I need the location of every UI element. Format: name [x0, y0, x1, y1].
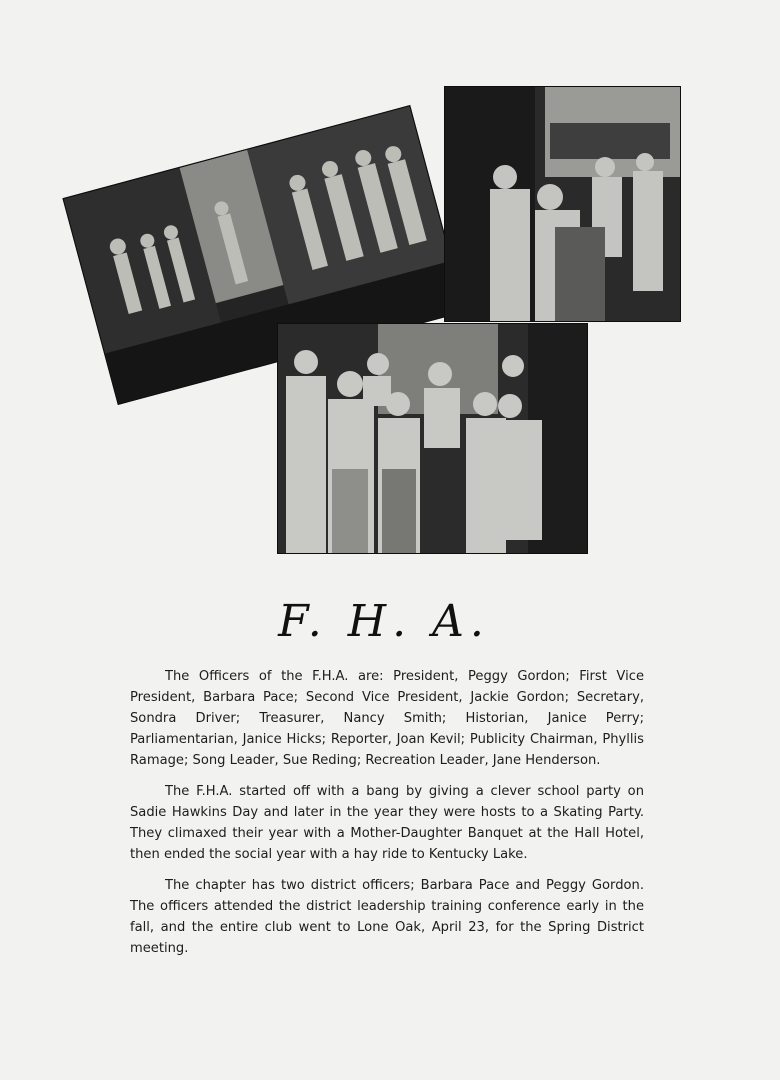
article-body — [130, 666, 644, 969]
photo-group-portrait-image — [278, 324, 587, 553]
photo-dance-couples — [444, 86, 681, 322]
photo-dance-couples-image — [445, 87, 680, 321]
paragraph-activities: The F.H.A. started off with a bang by giving a clever school party on Sadie Hawkins Day and later in the year they were hosts to a Skating Party. They climaxed their year with a Mother-Daughter Banquet at the Hall Hotel, then ended the social year with a hay ride to Kentucky Lake. — [130, 784, 644, 862]
paragraph-district: The chapter has two district officers; Barbara Pace and Peggy Gordon. The officers attended the district leadership training conference early in the fall, and the entire club went to Lone Oak, April 23, for the Spring District meeting. — [130, 878, 644, 956]
page-title: F. H. A. — [278, 596, 490, 647]
paragraph-officers: The Officers of the F.H.A. are: President, Peggy Gordon; First Vice President, Barbara Pace; Second Vice President, Jackie Gordon; Secretary, Sondra Driver; Treasurer, Nancy Smith; Historian, Janice Perry; Parliamentarian, Janice Hicks; Reporter, Joan Kevil; Publicity Chairman, Phyllis Ramage; Song Leader, Sue Reding; Recreation Leader, Jane Henderson. — [130, 669, 644, 768]
photo-group-portrait — [277, 323, 588, 554]
